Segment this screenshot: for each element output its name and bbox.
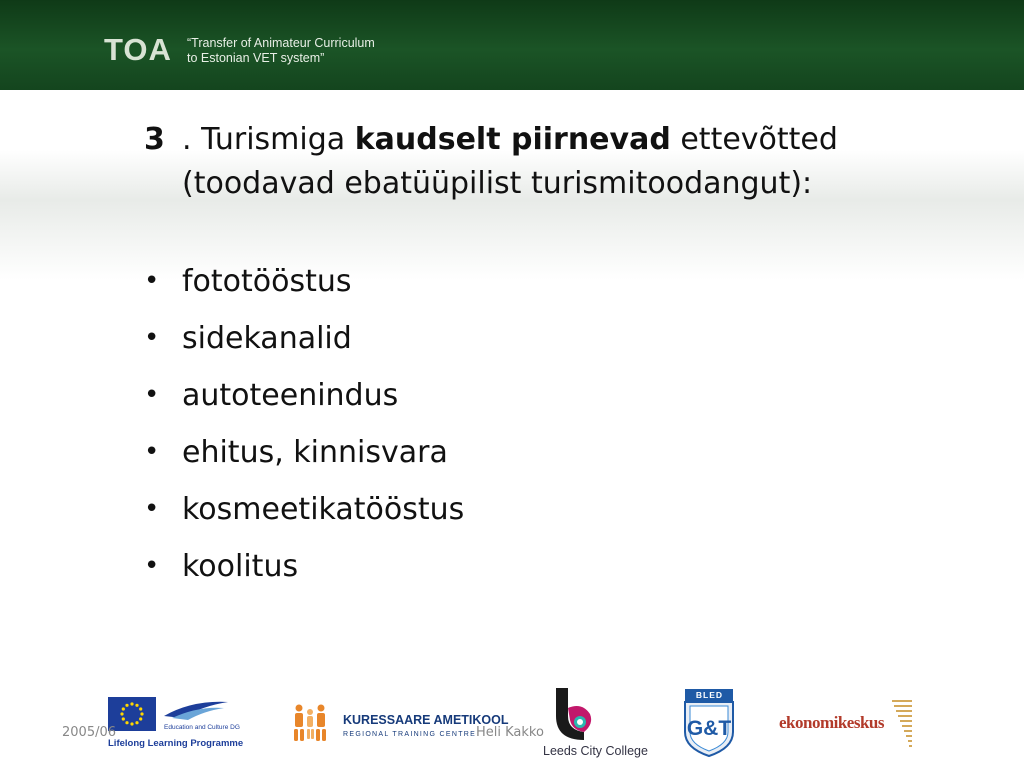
bled-mark: G&T	[686, 717, 732, 740]
list-item-text: ehitus, kinnisvara	[182, 435, 448, 470]
heading-text-pre: . Turismiga	[182, 122, 355, 157]
slide-content	[144, 118, 974, 595]
list-item-text: kosmeetikatööstus	[182, 492, 465, 527]
bullet-icon: •	[144, 551, 160, 581]
edu-culture-label: Education and Culture DG	[164, 724, 240, 731]
list-item	[144, 310, 974, 367]
list-item	[144, 538, 974, 595]
header-banner	[0, 0, 1024, 90]
bullet-icon: •	[144, 323, 160, 353]
llp-label: Lifelong Learning Programme	[108, 738, 244, 749]
list-item	[144, 424, 974, 481]
education-culture-swoosh-icon	[162, 698, 230, 722]
kuressaare-figures-icon	[290, 703, 336, 743]
bled-label: BLED	[695, 690, 724, 700]
ekonomikeskus-stripes-icon	[892, 699, 912, 749]
footer-date: 2005/06	[62, 725, 117, 740]
toa-subtitle-line1: “Transfer of Animateur Curriculum	[187, 36, 375, 50]
bullet-icon: •	[144, 437, 160, 467]
bullet-list	[144, 253, 974, 595]
footer-author: Heli Kakko	[476, 725, 544, 740]
leeds-college-icon	[554, 686, 596, 742]
list-item-text: koolitus	[182, 549, 299, 584]
bullet-icon: •	[144, 494, 160, 524]
bullet-icon: •	[144, 380, 160, 410]
heading-line2: (toodavad ebatüüpilist turismitoodangut):	[182, 166, 813, 201]
heading-text-bold: kaudselt piirnevad	[354, 122, 671, 157]
kuressaare-subtitle: REGIONAL TRAINING CENTRE	[343, 731, 477, 738]
toa-subtitle	[187, 36, 467, 66]
heading-line1	[182, 118, 974, 162]
bullet-icon: •	[144, 266, 160, 296]
toa-subtitle-line2: to Estonian VET system”	[187, 51, 325, 65]
list-item	[144, 367, 974, 424]
ekonomikeskus-label: ekonomikeskus	[779, 713, 884, 732]
list-item-text: sidekanalid	[182, 321, 352, 356]
slide-heading	[144, 118, 974, 206]
list-item	[144, 481, 974, 538]
heading-number: 3	[144, 122, 165, 157]
heading-text-post: ettevõtted	[670, 122, 838, 157]
kuressaare-name: KURESSAARE AMETIKOOL	[343, 713, 509, 727]
list-item-text: autoteenindus	[182, 378, 399, 413]
toa-logo: TOA	[104, 32, 172, 67]
list-item	[144, 253, 974, 310]
leeds-college-label: Leeds City College	[543, 744, 648, 758]
list-item-text: fototööstus	[182, 264, 352, 299]
